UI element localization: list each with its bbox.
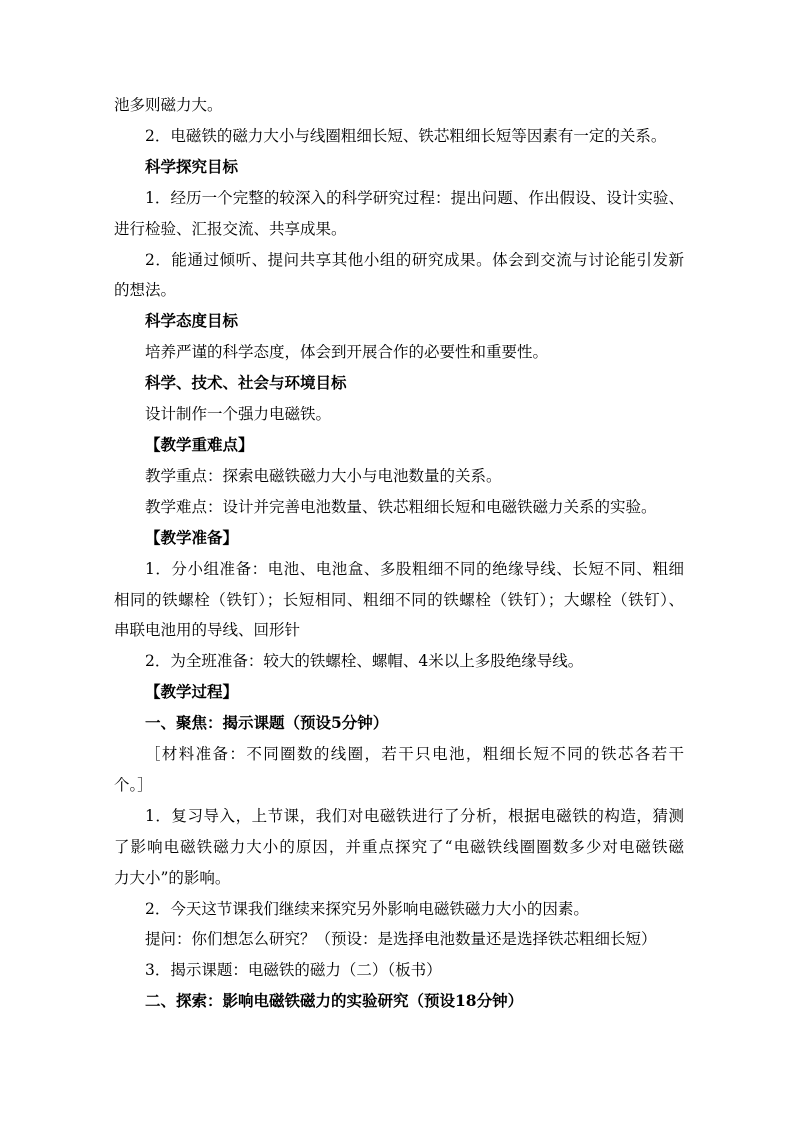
text-line: 2．今天这节课我们继续来探究另外影响电磁铁磁力大小的因素。: [145, 899, 589, 918]
section-heading: 【教学准备】: [145, 527, 239, 547]
text-line: 了影响电磁铁磁力大小的原因，并重点探究了“电磁铁线圈圈数多少对电磁铁磁: [114, 837, 684, 856]
section-heading: 科学探究目标: [145, 156, 239, 176]
text-line: 个。］: [114, 775, 153, 794]
text-line: 2．为全班准备：较大的铁螺栓、螺帽、4米以上多股绝缘导线。: [145, 652, 584, 671]
document-body: [114, 90, 684, 1017]
text-line: 1．经历一个完整的较深入的科学研究过程：提出问题、作出假设、设计实验、: [145, 188, 684, 207]
text-line: 2．电磁铁的磁力大小与线圈粗细长短、铁芯粗细长短等因素有一定的关系。: [145, 126, 667, 145]
text-line: 池多则磁力大。: [114, 96, 223, 114]
section-heading: 【教学过程】: [145, 682, 239, 702]
text-line: 串联电池用的导线、回形针: [114, 621, 301, 640]
text-line: 提问：你们想怎么研究？（预设：是选择电池数量还是选择铁芯粗细长短）: [145, 930, 657, 949]
section-heading: 二、探索：影响电磁铁磁力的实验研究（预设18分钟）: [145, 991, 524, 1011]
text-line: 设计制作一个强力电磁铁。: [145, 405, 332, 424]
text-line: 1．复习导入，上节课，我们对电磁铁进行了分析，根据电磁铁的构造，猜测: [145, 806, 684, 825]
text-line: 相同的铁螺栓（铁钉）；长短相同、粗细不同的铁螺栓（铁钉）；大螺栓（铁钉）、: [114, 590, 684, 609]
section-heading: 科学、技术、社会与环境目标: [145, 373, 347, 393]
text-line: 力大小”的影响。: [114, 868, 231, 887]
section-heading: 一、聚焦：揭示课题（预设5分钟）: [145, 713, 389, 733]
text-line: 2．能通过倾听、提问共享其他小组的研究成果。体会到交流与讨论能引发新: [145, 250, 684, 269]
section-heading: 【教学重难点】: [145, 434, 254, 454]
text-line: 培养严谨的科学态度，体会到开展合作的必要性和重要性。: [145, 343, 549, 362]
text-line: 教学重点：探索电磁铁磁力大小与电池数量的关系。: [145, 466, 502, 485]
text-line: 教学难点：设计并完善电池数量、铁芯粗细长短和电磁铁磁力关系的实验。: [145, 497, 657, 516]
section-heading: 科学态度目标: [145, 311, 239, 331]
text-line: 1．分小组准备：电池、电池盒、多股粗细不同的绝缘导线、长短不同、粗细: [145, 559, 684, 578]
text-line: ［材料准备：不同圈数的线圈，若干只电池，粗细长短不同的铁芯各若干: [145, 745, 684, 764]
text-line: 的想法。: [114, 281, 177, 300]
text-line: 进行检验、汇报交流、共享成果。: [114, 219, 347, 238]
text-line: 3．揭示课题：电磁铁的磁力（二）（板书）: [145, 961, 442, 980]
